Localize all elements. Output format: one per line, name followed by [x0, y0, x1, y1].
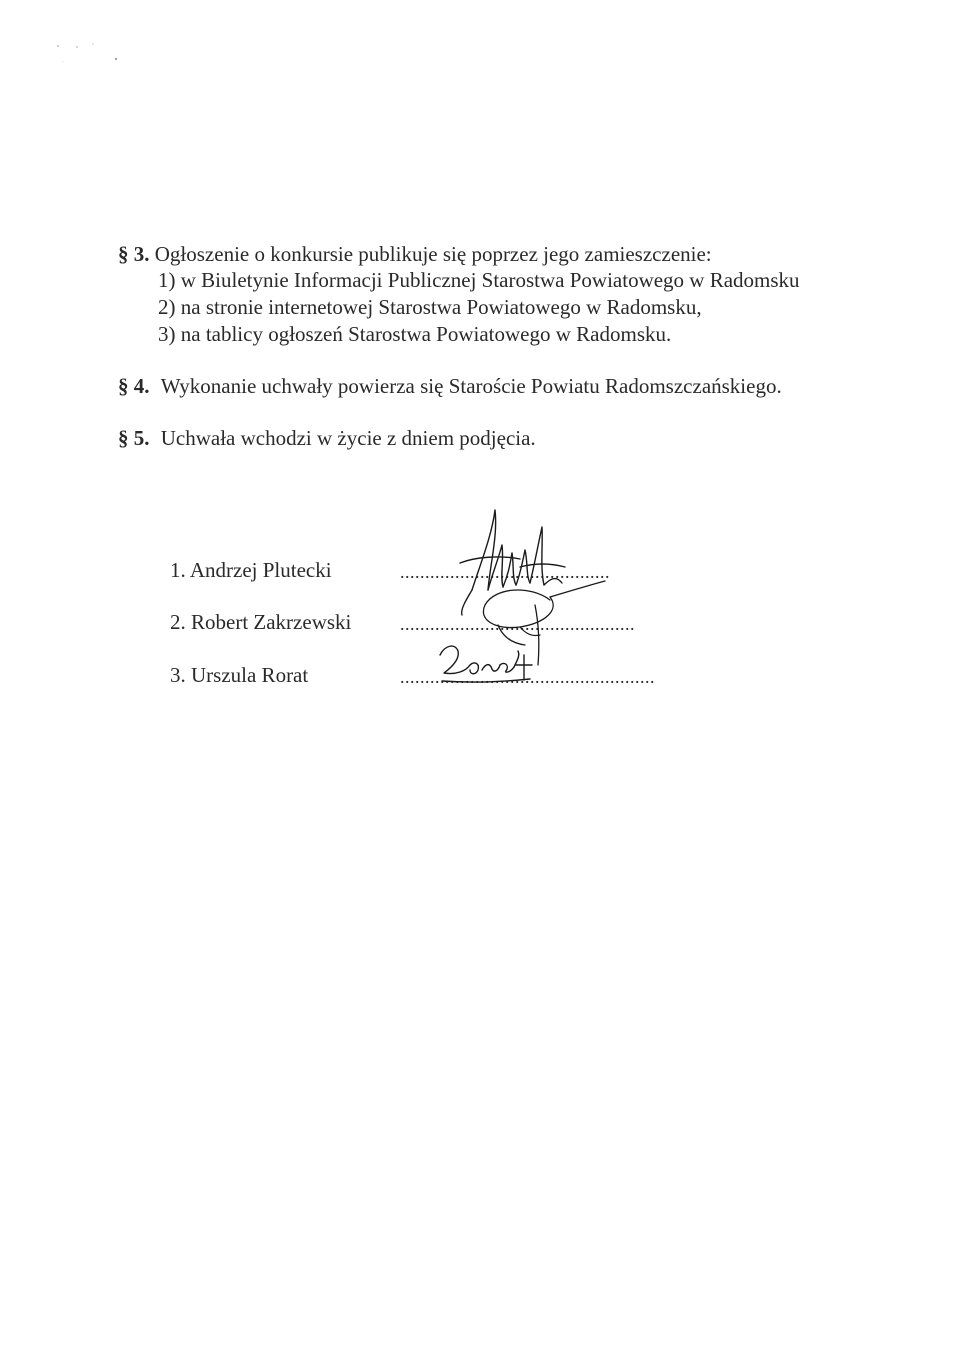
signatory-3-name: 3. Urszula Rorat — [170, 663, 309, 687]
section-3-intro: Ogłoszenie o konkursie publikuje się poprzez jego zamieszczenie: — [154, 242, 712, 266]
signatory-2-dots: ............................................... — [400, 614, 635, 634]
section-3-item-2: 2) na stronie internetowej Starostwa Powiatowego w Radomsku, — [158, 295, 702, 319]
section-5 — [118, 425, 536, 451]
section-3-line — [118, 241, 712, 267]
signatory-2-name: 2. Robert Zakrzewski — [170, 610, 352, 634]
scan-specks — [50, 40, 130, 70]
signature-2 — [483, 581, 605, 665]
signatory-1-name: 1. Andrzej Plutecki — [170, 558, 332, 582]
section-3-mark: § 3. — [118, 242, 150, 266]
signature-3 — [440, 646, 532, 682]
section-4 — [118, 373, 782, 399]
section-4-text: Wykonanie uchwały powierza się Staroście Powiatu Radomszczańskiego. — [160, 374, 782, 398]
section-4-mark: § 4. — [118, 374, 150, 398]
section-5-mark: § 5. — [118, 426, 150, 450]
signatory-3-dots: ................................................... — [400, 667, 655, 687]
section-5-text: Uchwała wchodzi w życie z dniem podjęcia. — [160, 426, 536, 450]
handwritten-signatures — [400, 505, 660, 695]
signatory-1-dots: .......................................... — [400, 562, 610, 582]
section-3-item-1: 1) w Biuletynie Informacji Publicznej Starostwa Powiatowego w Radomsku — [158, 268, 800, 292]
section-3-item-3: 3) na tablicy ogłoszeń Starostwa Powiatowego w Radomsku. — [158, 322, 672, 346]
